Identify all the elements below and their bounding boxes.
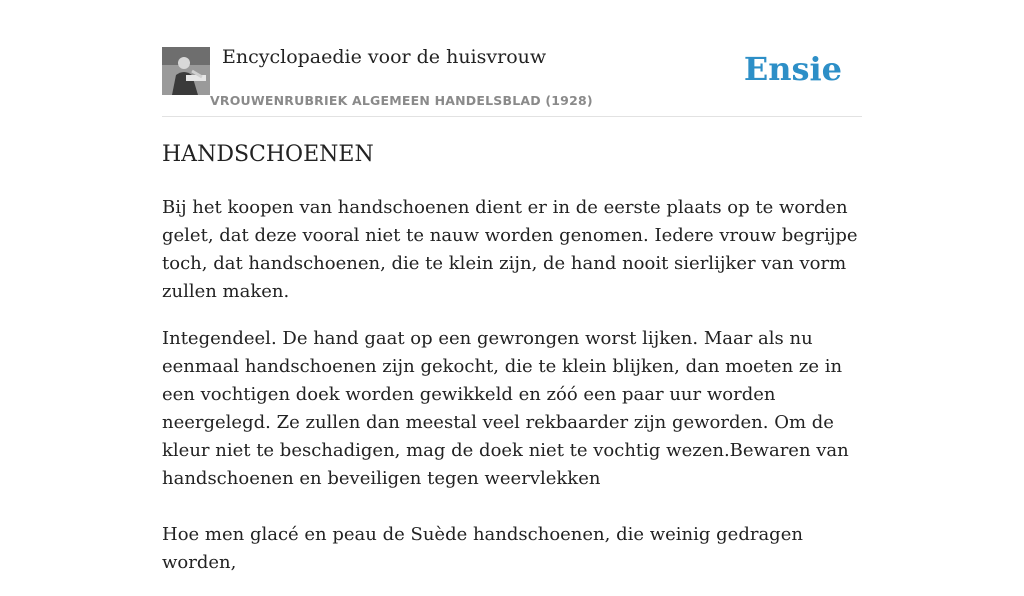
- source-label: VROUWENRUBRIEK ALGEMEEN HANDELSBLAD (1928): [210, 93, 593, 108]
- author-photo-icon: [162, 47, 210, 95]
- ensie-logo[interactable]: Ensie: [743, 50, 842, 88]
- article: [162, 138, 862, 596]
- author-avatar[interactable]: [162, 47, 210, 95]
- article-paragraph: Bij het koopen van handschoenen dient er in de eerste plaats op te worden gelet, dat deze vooral niet te nauw worden genomen. Iedere vrouw begrijpe toch, dat handschoenen, die te klein zijn, de hand nooit sierlijker van vorm zullen maken.: [162, 197, 858, 302]
- article-paragraph: Hoe men glacé en peau de Suède handschoenen, die weinig gedragen worden,: [162, 524, 803, 573]
- article-paragraph: Integendeel. De hand gaat op een gewrongen worst lijken. Maar als nu eenmaal handschoenen zijn gekocht, die te klein blijken, dan moeten ze in een vochtigen doek worden gewikkeld en zóó een paar uur worden neergelegd. Ze zullen dan meestal veel rekbaarder zijn geworden. Om de kleur niet te beschadigen, mag de doek niet te vochtig wezen.Bewaren van handschoenen en beveiligen tegen weervlekken: [162, 328, 849, 489]
- book-title[interactable]: Encyclopaedie voor de huisvrouw: [222, 46, 547, 68]
- header: [162, 0, 862, 117]
- entry-title: HANDSCHOENEN: [162, 142, 374, 167]
